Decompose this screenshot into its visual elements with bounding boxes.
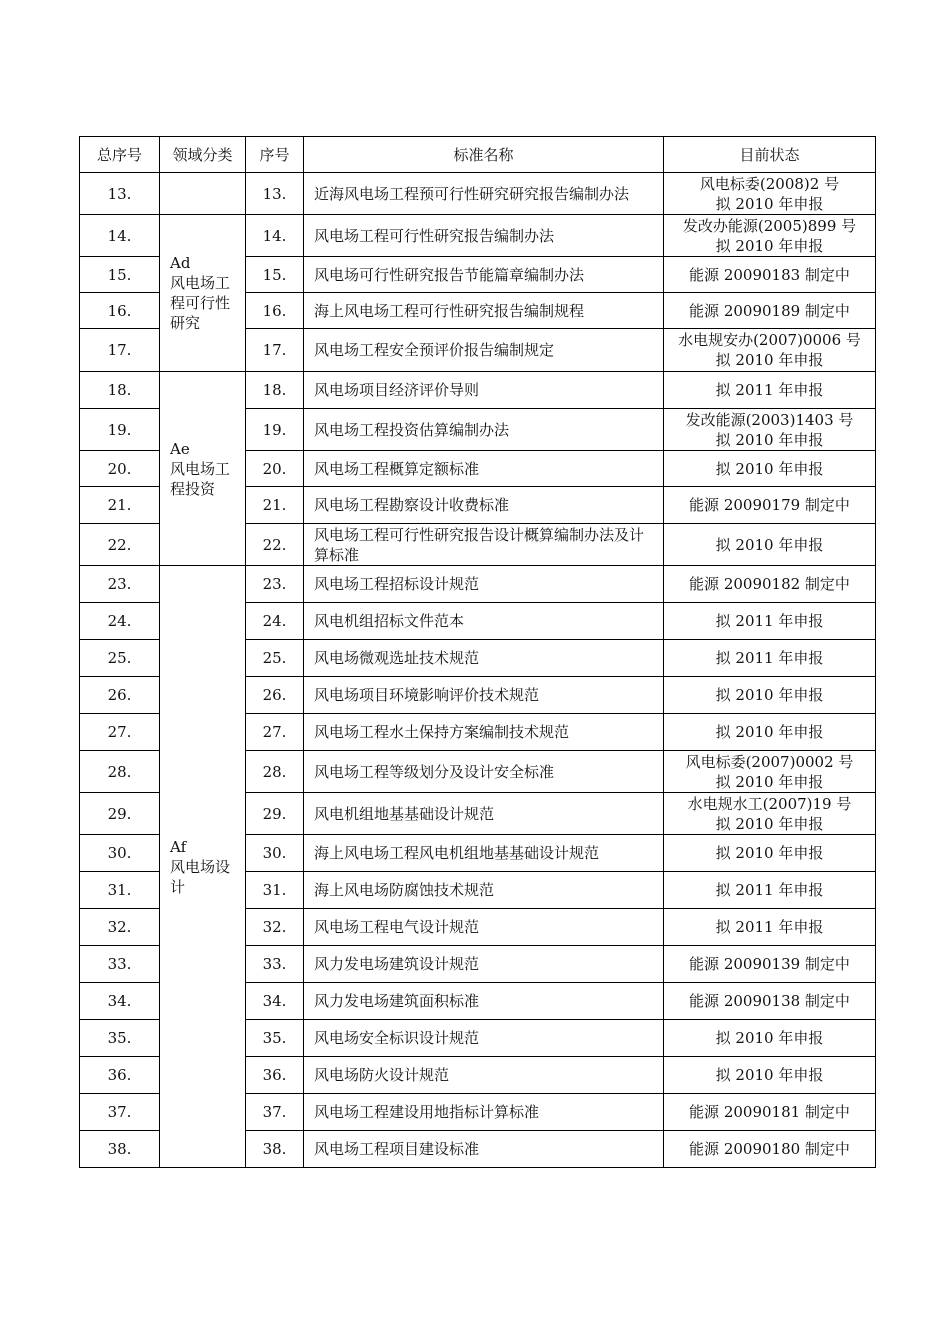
standard-name-cell: 风电场防火设计规范 xyxy=(304,1057,664,1094)
standard-name-cell: 海上风电场防腐蚀技术规范 xyxy=(304,872,664,909)
status-cell xyxy=(664,872,876,909)
total-number-cell: 27. xyxy=(80,714,160,751)
standard-name-cell: 风电场工程投资估算编制办法 xyxy=(304,409,664,451)
sequence-number-cell: 30. xyxy=(246,835,304,872)
standard-name-cell: 风力发电场建筑设计规范 xyxy=(304,946,664,983)
standard-name-cell: 风电场可行性研究报告节能篇章编制办法 xyxy=(304,257,664,293)
standard-name-cell: 风电场工程电气设计规范 xyxy=(304,909,664,946)
status-line: 风电标委(2007)0002 号 xyxy=(685,752,854,771)
total-number-cell: 29. xyxy=(80,793,160,835)
status-line: 拟 2010 年申报 xyxy=(715,236,824,255)
status-line: 拟 2010 年申报 xyxy=(715,194,824,213)
total-number-cell: 30. xyxy=(80,835,160,872)
standard-name-cell: 风电场项目经济评价导则 xyxy=(304,372,664,409)
status-cell xyxy=(664,1131,876,1168)
standard-name-cell: 风电机组招标文件范本 xyxy=(304,603,664,640)
total-number-cell: 31. xyxy=(80,872,160,909)
status-cell xyxy=(664,983,876,1020)
status-line: 拟 2011 年申报 xyxy=(715,918,824,936)
status-cell xyxy=(664,751,876,793)
standard-name-cell: 风电场工程招标设计规范 xyxy=(304,566,664,603)
total-number-cell: 18. xyxy=(80,372,160,409)
standard-name-cell: 风电场工程建设用地指标计算标准 xyxy=(304,1094,664,1131)
status-cell xyxy=(664,293,876,329)
total-number-cell: 37. xyxy=(80,1094,160,1131)
total-number-cell: 14. xyxy=(80,215,160,257)
sequence-number-cell: 21. xyxy=(246,487,304,524)
status-line: 拟 2010 年申报 xyxy=(715,723,824,741)
status-line: 发改办能源(2005)899 号 xyxy=(682,216,857,235)
standard-name-cell: 海上风电场工程风电机组地基基础设计规范 xyxy=(304,835,664,872)
status-line: 水电规安办(2007)0006 号 xyxy=(678,331,861,349)
status-line: 能源 20090181 制定中 xyxy=(689,1103,850,1121)
standards-table xyxy=(79,136,876,1168)
total-number-cell: 21. xyxy=(80,487,160,524)
sequence-number-cell: 17. xyxy=(246,329,304,372)
total-number-cell: 36. xyxy=(80,1057,160,1094)
standard-name-cell: 海上风电场工程可行性研究报告编制规程 xyxy=(304,293,664,329)
total-number-cell: 25. xyxy=(80,640,160,677)
total-number-cell: 15. xyxy=(80,257,160,293)
category-cell xyxy=(160,215,246,372)
status-line: 拟 2010 年申报 xyxy=(715,351,824,369)
standard-name-cell: 风电场工程可行性研究报告编制办法 xyxy=(304,215,664,257)
standard-name-cell: 风电场微观选址技术规范 xyxy=(304,640,664,677)
sequence-number-cell: 33. xyxy=(246,946,304,983)
total-number-cell: 19. xyxy=(80,409,160,451)
standard-name-cell: 风电场工程可行性研究报告设计概算编制办法及计算标准 xyxy=(304,524,664,566)
sequence-number-cell: 38. xyxy=(246,1131,304,1168)
total-number-cell: 26. xyxy=(80,677,160,714)
status-line: 拟 2011 年申报 xyxy=(715,881,824,899)
status-cell xyxy=(664,677,876,714)
header-row xyxy=(80,137,876,173)
total-number-cell: 35. xyxy=(80,1020,160,1057)
sequence-number-cell: 34. xyxy=(246,983,304,1020)
sequence-number-cell: 28. xyxy=(246,751,304,793)
status-cell xyxy=(664,451,876,487)
header-total-no: 总序号 xyxy=(80,137,160,173)
sequence-number-cell: 35. xyxy=(246,1020,304,1057)
status-line: 拟 2010 年申报 xyxy=(715,459,824,478)
status-cell xyxy=(664,1094,876,1131)
table-header xyxy=(80,137,876,173)
status-cell xyxy=(664,329,876,372)
sequence-number-cell: 14. xyxy=(246,215,304,257)
total-number-cell: 32. xyxy=(80,909,160,946)
status-line: 拟 2010 年申报 xyxy=(715,844,824,862)
standard-name-cell: 风电场工程水土保持方案编制技术规范 xyxy=(304,714,664,751)
status-line: 风电标委(2008)2 号 xyxy=(699,174,840,193)
status-line: 能源 20090138 制定中 xyxy=(689,992,850,1010)
status-cell xyxy=(664,1020,876,1057)
sequence-number-cell: 25. xyxy=(246,640,304,677)
status-line: 能源 20090139 制定中 xyxy=(689,955,850,973)
standard-name-cell: 风电场项目环境影响评价技术规范 xyxy=(304,677,664,714)
standard-name-cell: 风力发电场建筑面积标准 xyxy=(304,983,664,1020)
table-row xyxy=(80,372,876,409)
header-category: 领域分类 xyxy=(160,137,246,173)
sequence-number-cell: 31. xyxy=(246,872,304,909)
table-row xyxy=(80,173,876,215)
category-cell xyxy=(160,372,246,566)
status-line: 能源 20090189 制定中 xyxy=(689,301,850,320)
status-cell xyxy=(664,566,876,603)
category-label: Ae 风电场工 程投资 xyxy=(170,439,231,498)
status-cell xyxy=(664,524,876,566)
status-cell xyxy=(664,173,876,215)
sequence-number-cell: 37. xyxy=(246,1094,304,1131)
sequence-number-cell: 15. xyxy=(246,257,304,293)
sequence-number-cell: 22. xyxy=(246,524,304,566)
status-cell xyxy=(664,257,876,293)
status-cell xyxy=(664,1057,876,1094)
sequence-number-cell: 32. xyxy=(246,909,304,946)
table-row xyxy=(80,566,876,603)
status-line: 拟 2011 年申报 xyxy=(715,612,824,630)
sequence-number-cell: 36. xyxy=(246,1057,304,1094)
status-line: 拟 2010 年申报 xyxy=(715,535,824,554)
total-number-cell: 38. xyxy=(80,1131,160,1168)
sequence-number-cell: 27. xyxy=(246,714,304,751)
table-body xyxy=(80,173,876,1168)
status-line: 拟 2010 年申报 xyxy=(715,814,824,833)
sequence-number-cell: 18. xyxy=(246,372,304,409)
status-line: 拟 2011 年申报 xyxy=(715,381,824,399)
status-line: 拟 2010 年申报 xyxy=(715,686,824,704)
status-cell xyxy=(664,640,876,677)
status-cell xyxy=(664,714,876,751)
status-line: 拟 2010 年申报 xyxy=(715,772,824,791)
standard-name-cell: 风电场工程概算定额标准 xyxy=(304,451,664,487)
total-number-cell: 33. xyxy=(80,946,160,983)
status-cell xyxy=(664,603,876,640)
total-number-cell: 20. xyxy=(80,451,160,487)
category-label: Ad 风电场工 程可行性 研究 xyxy=(170,254,231,332)
status-cell xyxy=(664,946,876,983)
sequence-number-cell: 20. xyxy=(246,451,304,487)
status-line: 能源 20090183 制定中 xyxy=(689,265,850,284)
standard-name-cell: 风电场工程项目建设标准 xyxy=(304,1131,664,1168)
table-row xyxy=(80,215,876,257)
status-cell xyxy=(664,487,876,524)
sequence-number-cell: 24. xyxy=(246,603,304,640)
sequence-number-cell: 26. xyxy=(246,677,304,714)
total-number-cell: 22. xyxy=(80,524,160,566)
standard-name-cell: 风电场工程等级划分及设计安全标准 xyxy=(304,751,664,793)
category-cell xyxy=(160,566,246,1168)
sequence-number-cell: 16. xyxy=(246,293,304,329)
status-cell xyxy=(664,409,876,451)
total-number-cell: 16. xyxy=(80,293,160,329)
category-label: Af 风电场设 计 xyxy=(170,837,231,896)
standard-name-cell: 风电场工程安全预评价报告编制规定 xyxy=(304,329,664,372)
status-cell xyxy=(664,909,876,946)
sequence-number-cell: 23. xyxy=(246,566,304,603)
standard-name-cell: 风电场安全标识设计规范 xyxy=(304,1020,664,1057)
header-no: 序号 xyxy=(246,137,304,173)
sequence-number-cell: 19. xyxy=(246,409,304,451)
standard-name-cell: 近海风电场工程预可行性研究研究报告编制办法 xyxy=(304,173,664,215)
status-cell xyxy=(664,793,876,835)
status-line: 能源 20090182 制定中 xyxy=(689,575,850,593)
status-line: 拟 2010 年申报 xyxy=(715,1029,824,1047)
status-line: 能源 20090179 制定中 xyxy=(689,496,850,514)
status-line: 水电规水工(2007)19 号 xyxy=(687,794,852,813)
header-standard-name: 标准名称 xyxy=(304,137,664,173)
status-line: 能源 20090180 制定中 xyxy=(689,1140,850,1158)
total-number-cell: 17. xyxy=(80,329,160,372)
category-cell xyxy=(160,173,246,215)
status-cell xyxy=(664,835,876,872)
status-cell xyxy=(664,215,876,257)
total-number-cell: 24. xyxy=(80,603,160,640)
status-line: 拟 2010 年申报 xyxy=(715,1066,824,1084)
total-number-cell: 13. xyxy=(80,173,160,215)
standards-table-container xyxy=(79,136,875,1168)
header-status: 目前状态 xyxy=(664,137,876,173)
total-number-cell: 23. xyxy=(80,566,160,603)
sequence-number-cell: 29. xyxy=(246,793,304,835)
status-cell xyxy=(664,372,876,409)
standard-name-cell: 风电场工程勘察设计收费标准 xyxy=(304,487,664,524)
total-number-cell: 28. xyxy=(80,751,160,793)
sequence-number-cell: 13. xyxy=(246,173,304,215)
status-line: 拟 2011 年申报 xyxy=(715,649,824,667)
standard-name-cell: 风电机组地基基础设计规范 xyxy=(304,793,664,835)
status-line: 拟 2010 年申报 xyxy=(715,430,824,449)
status-line: 发改能源(2003)1403 号 xyxy=(685,410,854,429)
total-number-cell: 34. xyxy=(80,983,160,1020)
